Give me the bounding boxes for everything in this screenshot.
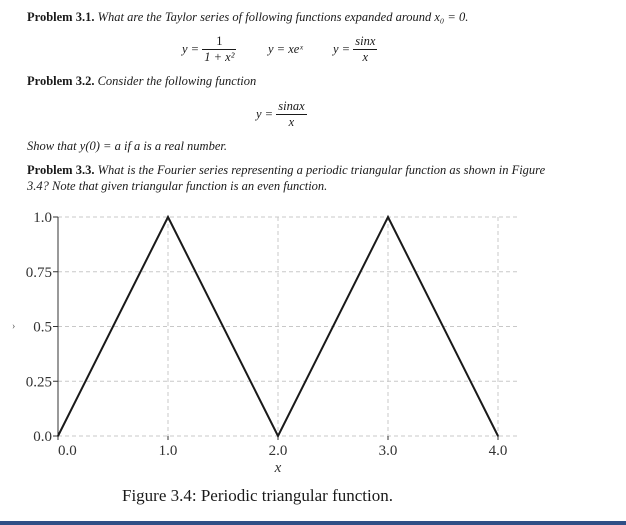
y-tick-labels	[26, 210, 52, 445]
figure-caption: Figure 3.4: Periodic triangular function.	[122, 486, 393, 505]
x-tick-label-1: 1.0	[158, 443, 178, 459]
chart-axes	[53, 217, 498, 440]
side-marker: ›	[12, 321, 16, 332]
x-tick-label-2: 2.0	[268, 443, 288, 459]
data-point-0-1	[167, 216, 169, 218]
chart-grid	[58, 217, 518, 436]
y-tick-label-2: 0.5	[33, 319, 52, 336]
y-tick-label-4: 1.0	[33, 210, 52, 226]
formula-taylor-3: y = $\frac{\sin x}{x}$	[333, 34, 376, 64]
formula-taylor-2: y = xeˣ	[268, 42, 303, 56]
x-tick-label-0: 0.0	[58, 443, 77, 459]
data-point-0-3	[387, 216, 389, 218]
formula-sinax: y = $\frac{\text{sinax}}{x}$	[256, 99, 305, 129]
problem-3-2-show: Show that y(0) = a if a is a real number.	[27, 139, 227, 153]
problem-3-2-label: Problem 3.2.	[27, 74, 95, 88]
problem-3-2-line	[27, 74, 256, 89]
data-point-0-4	[497, 435, 499, 437]
data-point-0-0	[57, 435, 59, 437]
y-tick-label-0: 0.0	[33, 429, 52, 445]
problem-3-1-text: What are the Taylor series of following functions expanded around x₀ = 0.	[97, 10, 469, 24]
triangular-function-chart	[0, 200, 626, 480]
problem-3-3-text-1: What is the Fourier series representing a periodic triangular function as shown in Figure	[97, 163, 546, 177]
x-tick-label-3: 3.0	[378, 443, 398, 459]
x-tick-labels	[58, 443, 507, 459]
x-axis-label: x	[274, 460, 282, 476]
problem-3-3-label: Problem 3.3.	[27, 163, 95, 177]
y-tick-label-3: 0.75	[25, 264, 52, 281]
x-tick-label-4: 4.0	[488, 443, 508, 459]
problem-3-1-label: Problem 3.1.	[27, 10, 95, 24]
problem-3-1-line	[27, 10, 468, 25]
formula-taylor-1: y = $\frac{1}{\text{1 + x²}}$	[182, 34, 235, 64]
problem-3-2-text: Consider the following function	[97, 74, 257, 88]
bottom-bar	[0, 521, 626, 525]
problem-3-3-text-2: 3.4? Note that given triangular function is an even function.	[27, 179, 328, 193]
y-tick-label-1: 0.25	[25, 374, 52, 391]
problem-3-3-line	[27, 163, 545, 178]
data-point-0-2	[277, 435, 279, 437]
